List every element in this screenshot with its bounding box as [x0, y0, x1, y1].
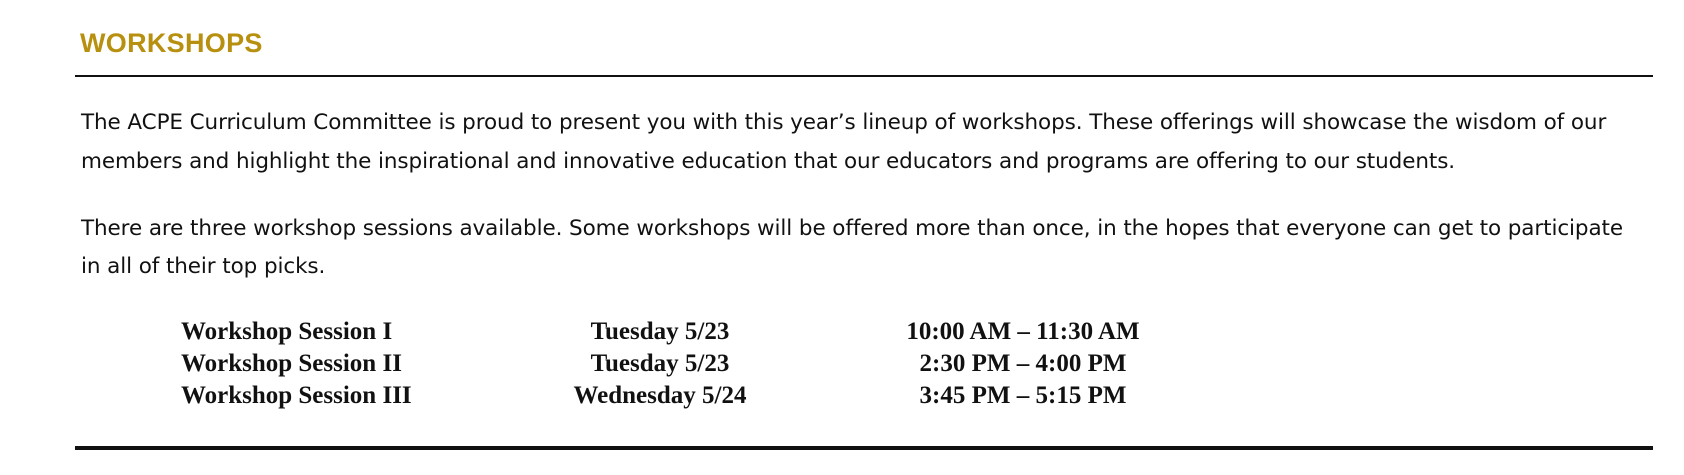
session-date: Tuesday 5/23: [590, 350, 730, 377]
heading-divider: [75, 75, 1653, 77]
session-date: Tuesday 5/23: [590, 318, 730, 345]
session-date: Wednesday 5/24: [573, 382, 747, 409]
schedule-row: [0, 316, 1684, 348]
section-heading: WORKSHOPS: [80, 28, 263, 58]
session-time: 2:30 PM – 4:00 PM: [919, 350, 1127, 377]
schedule-row: [0, 380, 1684, 412]
sessions-paragraph: There are three workshop sessions available. Some workshops will be offered more than once, in the hopes that everyone can get to participate in all of their top picks.: [81, 216, 1623, 279]
session-time: 3:45 PM – 5:15 PM: [919, 382, 1127, 409]
session-name: Workshop Session I: [181, 318, 393, 345]
section-bottom-divider: [75, 446, 1653, 450]
intro-paragraph: The ACPE Curriculum Committee is proud to present you with this year’s lineup of workshops. These offerings will showcase the wisdom of our members and highlight the inspirational and innovative education that our educators and programs are offering to our students.: [81, 110, 1607, 174]
session-name: Workshop Session II: [181, 350, 402, 377]
schedule-row: [0, 348, 1684, 380]
session-time: 10:00 AM – 11:30 AM: [906, 318, 1140, 345]
session-name: Workshop Session III: [181, 382, 412, 409]
